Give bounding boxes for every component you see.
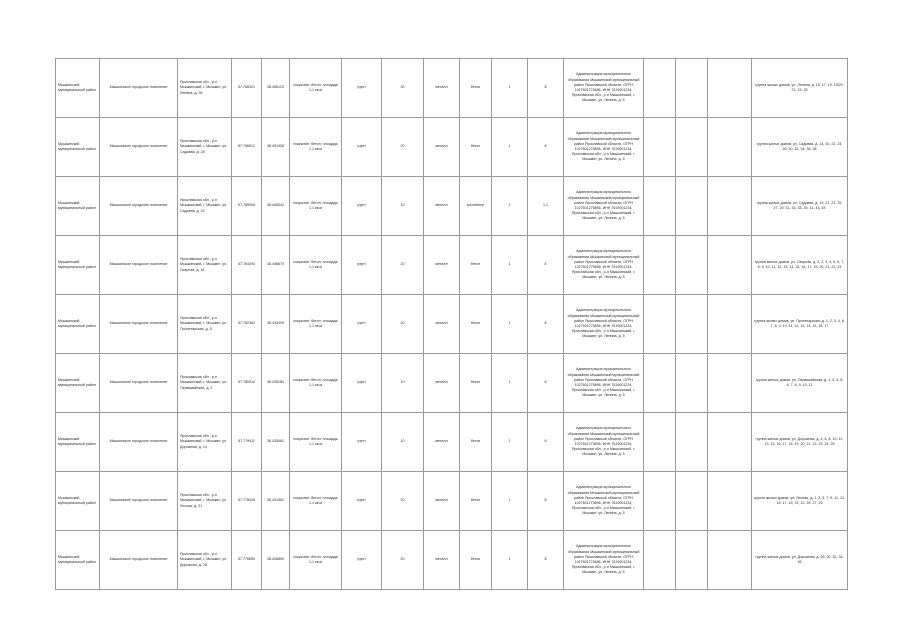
district-cell: Мышкинский муниципальный район [56, 295, 100, 354]
area-cell: 20 [382, 118, 424, 177]
material-cell: металл [424, 118, 460, 177]
material-cell: металл [424, 59, 460, 118]
table-row [56, 295, 848, 354]
count-cell: 1 [492, 472, 528, 531]
owner-cell: Администрация муниципального образования Мышкинский муниципальный район Ярославской области, ОГРН 1027601275896, ИНН 7619001234, Ярославская обл., р-н Мышкинский, г. Мышкин, ул. Ленина, д. 5 [564, 59, 644, 118]
volume-cell: 8 [528, 472, 564, 531]
area-cell: 10 [382, 413, 424, 472]
area-cell: 30 [382, 59, 424, 118]
type-cell: бетон [460, 413, 492, 472]
type-cell: бетон [460, 118, 492, 177]
owner-cell: Администрация муниципального образования Мышкинский муниципальный район Ярославской области, ОГРН 1027601275896, ИНН 7619001234, Ярославская обл., р-н Мышкинский, г. Мышкин, ул. Ленина, д. 5 [564, 295, 644, 354]
sources-cell: группа жилых домов, ул. Первомайская, д. 1, 3, 4, 5, 6, 7, 8, 9, 10, 11 [752, 354, 848, 413]
address-cell: Ярославская обл., р-н Мышкинский, г. Мышкин, ул. Дорожная, д. 14 [178, 413, 232, 472]
empty-cell-3 [708, 177, 752, 236]
type-cell: бетон [460, 472, 492, 531]
table-body [56, 59, 848, 590]
owner-cell: Администрация муниципального образования Мышкинский муниципальный район Ярославской области, ОГРН 1027601275896, ИНН 7619001234, Ярославская обл., р-н Мышкинский, г. Мышкин, ул. Ленина, д. 5 [564, 236, 644, 295]
latitude-cell: 57.780914 [232, 354, 262, 413]
material-cell: металл [424, 295, 460, 354]
empty-cell-1 [644, 295, 676, 354]
district-cell: Мышкинский муниципальный район [56, 118, 100, 177]
count-cell: 1 [492, 59, 528, 118]
material-cell: металл [424, 472, 460, 531]
longitude-cell: 38.451908 [262, 118, 290, 177]
area-cell: 20 [382, 236, 424, 295]
longitude-cell: 38.431562 [262, 472, 290, 531]
empty-cell-1 [644, 472, 676, 531]
empty-cell-2 [676, 354, 708, 413]
district-cell: Мышкинский муниципальный район [56, 531, 100, 590]
volume-cell: 8 [528, 531, 564, 590]
table-row [56, 177, 848, 236]
material-cell: металл [424, 413, 460, 472]
latitude-cell: 57.778426 [232, 472, 262, 531]
settlement-cell: Мышкинское городское поселение [100, 295, 178, 354]
empty-cell-3 [708, 236, 752, 295]
volume-cell: 8 [528, 413, 564, 472]
count-cell: 1 [492, 531, 528, 590]
type-cell: бетон [460, 59, 492, 118]
sources-cell: группа жилых домов, ул. Ленина, д. 15, 17, 19, 19/20, 21, 23, 25 [752, 59, 848, 118]
volume-cell: 8 [528, 295, 564, 354]
count-cell: 1 [492, 295, 528, 354]
type-cell: бетон [460, 236, 492, 295]
material-cell: металл [424, 177, 460, 236]
address-cell: Ярославская обл., р-н Мышкинский, г. Мышкин, ул. Первомайская, д. 2 [178, 354, 232, 413]
empty-cell-2 [676, 59, 708, 118]
table-row [56, 354, 848, 413]
longitude-cell: 38.435081 [262, 413, 290, 472]
settlement-cell: Мышкинское городское поселение [100, 177, 178, 236]
document-page [55, 58, 847, 575]
empty-cell-3 [708, 472, 752, 531]
table-row [56, 413, 848, 472]
empty-cell-2 [676, 472, 708, 531]
surface-cell: покрытие: бетон; площадь 1.1 кв.м [290, 354, 342, 413]
latitude-cell: 57.788321 [232, 59, 262, 118]
address-cell: Ярославская обл., р-н Мышкинский, г. Мышкин, ул. Садовая, д. 42 [178, 177, 232, 236]
longitude-cell: 38.456123 [262, 59, 290, 118]
owner-cell: Администрация муниципального образования Мышкинский муниципальный район Ярославской области, ОГРН 1027601275896, ИНН 7619001234, Ярославская обл., р-н Мышкинский, г. Мышкин, ул. Ленина, д. 5 [564, 531, 644, 590]
cover-cell: грунт [342, 472, 382, 531]
surface-cell: покрытие: бетон; площадь 1.1 кв.м [290, 236, 342, 295]
surface-cell: покрытие: бетон; площадь 1.1 кв.м [290, 295, 342, 354]
table-row [56, 59, 848, 118]
district-cell: Мышкинский муниципальный район [56, 354, 100, 413]
latitude-cell: 57.784493 [232, 236, 262, 295]
empty-cell-1 [644, 236, 676, 295]
district-cell: Мышкинский муниципальный район [56, 236, 100, 295]
district-cell: Мышкинский муниципальный район [56, 59, 100, 118]
owner-cell: Администрация муниципального образования Мышкинский муниципальный район Ярославской области, ОГРН 1027601275896, ИНН 7619001234, Ярославская обл., р-н Мышкинский, г. Мышкин, ул. Ленина, д. 5 [564, 118, 644, 177]
latitude-cell: 57.776655 [232, 531, 262, 590]
cover-cell: грунт [342, 295, 382, 354]
volume-cell: 8 [528, 354, 564, 413]
volume-cell: 1.1 [528, 177, 564, 236]
empty-cell-3 [708, 59, 752, 118]
table-row [56, 236, 848, 295]
area-cell: 20 [382, 295, 424, 354]
settlement-cell: Мышкинское городское поселение [100, 531, 178, 590]
material-cell: металл [424, 354, 460, 413]
longitude-cell: 38.428890 [262, 531, 290, 590]
settlement-cell: Мышкинское городское поселение [100, 354, 178, 413]
surface-cell: покрытие: бетон; площадь 1.1 кв.м [290, 472, 342, 531]
district-cell: Мышкинский муниципальный район [56, 413, 100, 472]
longitude-cell: 38.443409 [262, 295, 290, 354]
longitude-cell: 38.446673 [262, 236, 290, 295]
empty-cell-2 [676, 295, 708, 354]
count-cell: 1 [492, 354, 528, 413]
settlement-cell: Мышкинское городское поселение [100, 236, 178, 295]
sources-cell: группа жилых домов, ул. Дорожная, д. 26, 30, 32, 34, 36 [752, 531, 848, 590]
surface-cell: покрытие: бетон; площадь 1.1 кв.м [290, 177, 342, 236]
empty-cell-2 [676, 531, 708, 590]
district-cell: Мышкинский муниципальный район [56, 177, 100, 236]
empty-cell-3 [708, 354, 752, 413]
table-row [56, 118, 848, 177]
type-cell: бетон [460, 354, 492, 413]
longitude-cell: 38.438183 [262, 354, 290, 413]
table-row [56, 472, 848, 531]
table-row [56, 531, 848, 590]
material-cell: металл [424, 531, 460, 590]
address-cell: Ярославская обл., р-н Мышкинский, г. Мышкин, ул. Озерная, д. 18 [178, 236, 232, 295]
surface-cell: покрытие: бетон; площадь 1.1 кв.м [290, 118, 342, 177]
address-cell: Ярославская обл., р-н Мышкинский, г. Мышкин, ул. Садовая, д. 28 [178, 118, 232, 177]
volume-cell: 8 [528, 236, 564, 295]
district-cell: Мышкинский муниципальный район [56, 472, 100, 531]
settlement-cell: Мышкинское городское поселение [100, 472, 178, 531]
registry-table [55, 58, 848, 590]
empty-cell-3 [708, 295, 752, 354]
type-cell: бетон [460, 295, 492, 354]
empty-cell-3 [708, 413, 752, 472]
address-cell: Ярославская обл., р-н Мышкинский, г. Мышкин, ул. Лесная, д. 31 [178, 472, 232, 531]
owner-cell: Администрация муниципального образования Мышкинский муниципальный район Ярославской области, ОГРН 1027601275896, ИНН 7619001234, Ярославская обл., р-н Мышкинский, г. Мышкин, ул. Ленина, д. 5 [564, 354, 644, 413]
empty-cell-2 [676, 118, 708, 177]
owner-cell: Администрация муниципального образования Мышкинский муниципальный район Ярославской области, ОГРН 1027601275896, ИНН 7619001234, Ярославская обл., р-н Мышкинский, г. Мышкин, ул. Ленина, д. 5 [564, 177, 644, 236]
empty-cell-2 [676, 177, 708, 236]
sources-cell: группа жилых домов, ул. Пролетарская, д. 1, 2, 3, 4, 6, 7, 8, 9, 10, 11, 12, 13, 14, 15, 16, 17 [752, 295, 848, 354]
count-cell: 1 [492, 413, 528, 472]
sources-cell: группа жилых домов, ул. Лесная, д. 1, 3, 5, 7, 9, 11, 13, 15, 17, 19, 21, 23, 25, 27, 29 [752, 472, 848, 531]
address-cell: Ярославская обл., р-н Мышкинский, г. Мышкин, ул. Пролетарская, д. 5 [178, 295, 232, 354]
surface-cell: покрытие: бетон; площадь 1.1 кв.м [290, 531, 342, 590]
area-cell: 10 [382, 177, 424, 236]
count-cell: 1 [492, 177, 528, 236]
sources-cell: группа жилых домов, ул. Садовая, д. 14, 20, 22, 24, 26, 30, 32, 34, 36, 38 [752, 118, 848, 177]
empty-cell-1 [644, 118, 676, 177]
area-cell: 20 [382, 472, 424, 531]
surface-cell: покрытие: бетон; площадь 1.1 кв.м [290, 59, 342, 118]
volume-cell: 8 [528, 59, 564, 118]
owner-cell: Администрация муниципального образования Мышкинский муниципальный район Ярославской области, ОГРН 1027601275896, ИНН 7619001234, Ярославская обл., р-н Мышкинский, г. Мышкин, ул. Ленина, д. 5 [564, 413, 644, 472]
address-cell: Ярославская обл., р-н Мышкинский, г. Мышкин, ул. Ленина, д. 26 [178, 59, 232, 118]
latitude-cell: 57.785094 [232, 177, 262, 236]
cover-cell: грунт [342, 177, 382, 236]
empty-cell-2 [676, 236, 708, 295]
cover-cell: грунт [342, 354, 382, 413]
owner-cell: Администрация муниципального образования Мышкинский муниципальный район Ярославской области, ОГРН 1027601275896, ИНН 7619001234, Ярославская обл., р-н Мышкинский, г. Мышкин, ул. Ленина, д. 5 [564, 472, 644, 531]
material-cell: металл [424, 236, 460, 295]
count-cell: 1 [492, 236, 528, 295]
longitude-cell: 38.448341 [262, 177, 290, 236]
surface-cell: покрытие: бетон; площадь 1.1 кв.м [290, 413, 342, 472]
empty-cell-1 [644, 354, 676, 413]
settlement-cell: Мышкинское городское поселение [100, 413, 178, 472]
empty-cell-1 [644, 177, 676, 236]
settlement-cell: Мышкинское городское поселение [100, 118, 178, 177]
cover-cell: грунт [342, 236, 382, 295]
empty-cell-1 [644, 413, 676, 472]
address-cell: Ярославская обл., р-н Мышкинский, г. Мышкин, ул. Дорожная, д. 28 [178, 531, 232, 590]
empty-cell-1 [644, 59, 676, 118]
type-cell: контейнер [460, 177, 492, 236]
sources-cell: группа жилых домов, ул. Озерная, д. 1, 2, 3, 4, 5, 6, 7, 8, 9, 10, 11, 12, 13, 14, 15, 16, 17, 19, 20, 21, 22, 24 [752, 236, 848, 295]
area-cell: 20 [382, 531, 424, 590]
latitude-cell: 57.782363 [232, 295, 262, 354]
settlement-cell: Мышкинское городское поселение [100, 59, 178, 118]
cover-cell: грунт [342, 118, 382, 177]
latitude-cell: 57.786612 [232, 118, 262, 177]
empty-cell-3 [708, 531, 752, 590]
empty-cell-2 [676, 413, 708, 472]
count-cell: 1 [492, 118, 528, 177]
cover-cell: грунт [342, 413, 382, 472]
volume-cell: 8 [528, 118, 564, 177]
sources-cell: группа жилых домов, ул. Дорожная, д. 4, 6, 8, 10, 12, 13, 15, 16, 17, 18, 19, 20, 21, 22, 23, 24, 25 [752, 413, 848, 472]
sources-cell: группа жилых домов, ул. Садовая, д. 19, 21, 23, 25, 27, 29, 31, 33, 35, 39, 41, 43, 45 [752, 177, 848, 236]
type-cell: бетон [460, 531, 492, 590]
latitude-cell: 57.779411 [232, 413, 262, 472]
empty-cell-3 [708, 118, 752, 177]
cover-cell: грунт [342, 531, 382, 590]
empty-cell-1 [644, 531, 676, 590]
area-cell: 10 [382, 354, 424, 413]
cover-cell: грунт [342, 59, 382, 118]
